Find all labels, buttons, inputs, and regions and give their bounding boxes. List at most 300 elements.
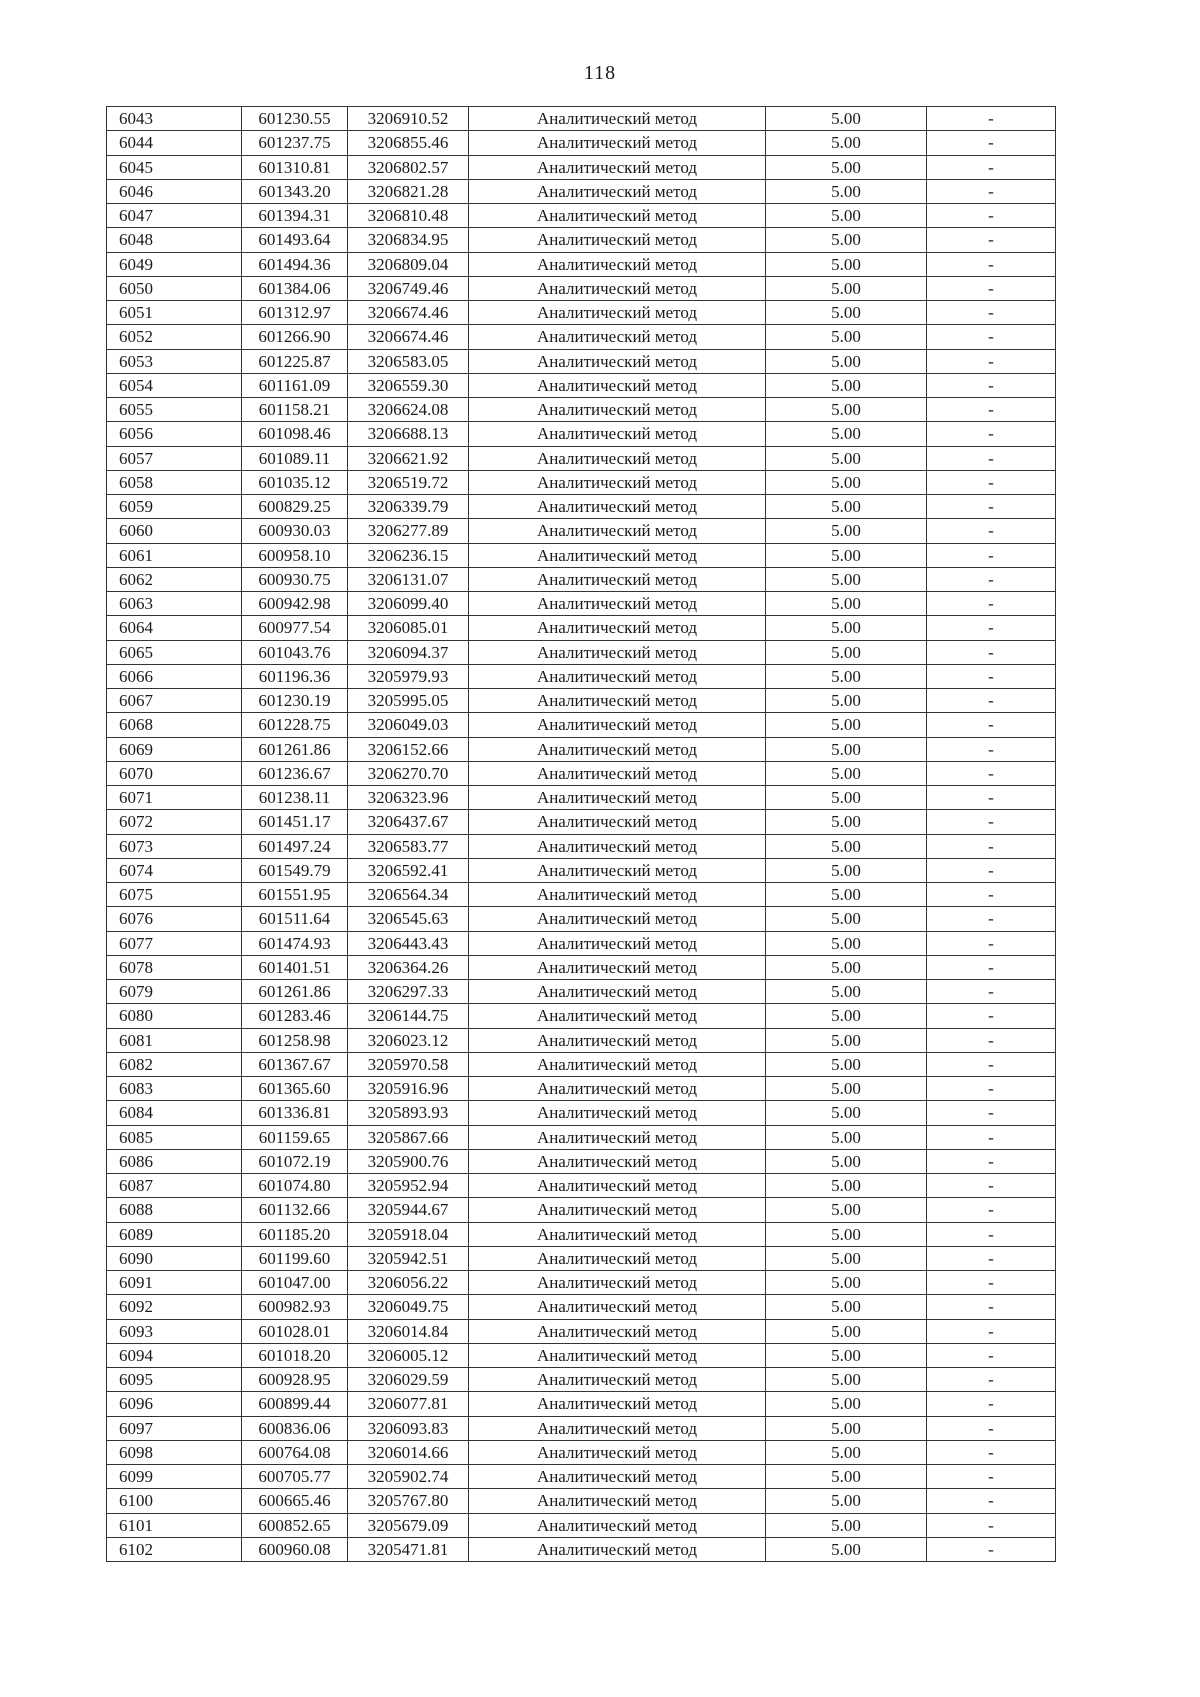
note-cell: - xyxy=(927,276,1056,300)
note-cell: - xyxy=(927,252,1056,276)
note-cell: - xyxy=(927,470,1056,494)
note-cell: - xyxy=(927,567,1056,591)
method-cell: Аналитический метод xyxy=(469,810,766,834)
x-coordinate-cell: 601266.90 xyxy=(242,325,348,349)
x-coordinate-cell: 600930.03 xyxy=(242,519,348,543)
table-row xyxy=(107,955,1056,979)
point-id-cell: 6075 xyxy=(107,883,242,907)
page-number: 118 xyxy=(583,62,617,84)
accuracy-cell: 5.00 xyxy=(766,301,927,325)
note-cell: - xyxy=(927,834,1056,858)
y-coordinate-cell: 3206834.95 xyxy=(348,228,469,252)
point-id-cell: 6085 xyxy=(107,1125,242,1149)
note-cell: - xyxy=(927,519,1056,543)
y-coordinate-cell: 3206005.12 xyxy=(348,1343,469,1367)
accuracy-cell: 5.00 xyxy=(766,980,927,1004)
x-coordinate-cell: 601238.11 xyxy=(242,786,348,810)
accuracy-cell: 5.00 xyxy=(766,1028,927,1052)
x-coordinate-cell: 601225.87 xyxy=(242,349,348,373)
accuracy-cell: 5.00 xyxy=(766,907,927,931)
method-cell: Аналитический метод xyxy=(469,1101,766,1125)
accuracy-cell: 5.00 xyxy=(766,373,927,397)
y-coordinate-cell: 3206809.04 xyxy=(348,252,469,276)
note-cell: - xyxy=(927,1295,1056,1319)
accuracy-cell: 5.00 xyxy=(766,931,927,955)
y-coordinate-cell: 3206099.40 xyxy=(348,592,469,616)
method-cell: Аналитический метод xyxy=(469,1222,766,1246)
y-coordinate-cell: 3205767.80 xyxy=(348,1489,469,1513)
point-id-cell: 6098 xyxy=(107,1440,242,1464)
point-id-cell: 6071 xyxy=(107,786,242,810)
accuracy-cell: 5.00 xyxy=(766,1513,927,1537)
note-cell: - xyxy=(927,1222,1056,1246)
table-row xyxy=(107,1198,1056,1222)
y-coordinate-cell: 3206583.05 xyxy=(348,349,469,373)
note-cell: - xyxy=(927,349,1056,373)
x-coordinate-cell: 601258.98 xyxy=(242,1028,348,1052)
table-row xyxy=(107,883,1056,907)
y-coordinate-cell: 3206810.48 xyxy=(348,204,469,228)
note-cell: - xyxy=(927,810,1056,834)
y-coordinate-cell: 3205471.81 xyxy=(348,1537,469,1561)
note-cell: - xyxy=(927,980,1056,1004)
y-coordinate-cell: 3205893.93 xyxy=(348,1101,469,1125)
x-coordinate-cell: 601493.64 xyxy=(242,228,348,252)
point-id-cell: 6052 xyxy=(107,325,242,349)
point-id-cell: 6045 xyxy=(107,155,242,179)
method-cell: Аналитический метод xyxy=(469,1392,766,1416)
method-cell: Аналитический метод xyxy=(469,1416,766,1440)
table-row xyxy=(107,252,1056,276)
x-coordinate-cell: 600958.10 xyxy=(242,543,348,567)
point-id-cell: 6083 xyxy=(107,1077,242,1101)
point-id-cell: 6056 xyxy=(107,422,242,446)
method-cell: Аналитический метод xyxy=(469,398,766,422)
y-coordinate-cell: 3206519.72 xyxy=(348,470,469,494)
accuracy-cell: 5.00 xyxy=(766,543,927,567)
table-row xyxy=(107,1077,1056,1101)
table-row xyxy=(107,1392,1056,1416)
table-row xyxy=(107,1222,1056,1246)
note-cell: - xyxy=(927,1004,1056,1028)
y-coordinate-cell: 3205970.58 xyxy=(348,1052,469,1076)
note-cell: - xyxy=(927,1077,1056,1101)
note-cell: - xyxy=(927,228,1056,252)
accuracy-cell: 5.00 xyxy=(766,107,927,131)
x-coordinate-cell: 601261.86 xyxy=(242,980,348,1004)
point-id-cell: 6081 xyxy=(107,1028,242,1052)
accuracy-cell: 5.00 xyxy=(766,1198,927,1222)
point-id-cell: 6049 xyxy=(107,252,242,276)
x-coordinate-cell: 600942.98 xyxy=(242,592,348,616)
point-id-cell: 6073 xyxy=(107,834,242,858)
accuracy-cell: 5.00 xyxy=(766,858,927,882)
y-coordinate-cell: 3206085.01 xyxy=(348,616,469,640)
method-cell: Аналитический метод xyxy=(469,858,766,882)
note-cell: - xyxy=(927,883,1056,907)
accuracy-cell: 5.00 xyxy=(766,155,927,179)
x-coordinate-cell: 601474.93 xyxy=(242,931,348,955)
x-coordinate-cell: 601047.00 xyxy=(242,1271,348,1295)
x-coordinate-cell: 601394.31 xyxy=(242,204,348,228)
note-cell: - xyxy=(927,689,1056,713)
note-cell: - xyxy=(927,495,1056,519)
x-coordinate-cell: 600665.46 xyxy=(242,1489,348,1513)
x-coordinate-cell: 601043.76 xyxy=(242,640,348,664)
point-id-cell: 6087 xyxy=(107,1174,242,1198)
table-row xyxy=(107,858,1056,882)
y-coordinate-cell: 3205995.05 xyxy=(348,689,469,713)
point-id-cell: 6044 xyxy=(107,131,242,155)
accuracy-cell: 5.00 xyxy=(766,1222,927,1246)
method-cell: Аналитический метод xyxy=(469,1537,766,1561)
accuracy-cell: 5.00 xyxy=(766,1077,927,1101)
x-coordinate-cell: 601236.67 xyxy=(242,761,348,785)
note-cell: - xyxy=(927,664,1056,688)
point-id-cell: 6076 xyxy=(107,907,242,931)
point-id-cell: 6077 xyxy=(107,931,242,955)
table-row xyxy=(107,470,1056,494)
accuracy-cell: 5.00 xyxy=(766,664,927,688)
method-cell: Аналитический метод xyxy=(469,1246,766,1270)
note-cell: - xyxy=(927,398,1056,422)
accuracy-cell: 5.00 xyxy=(766,1271,927,1295)
y-coordinate-cell: 3205902.74 xyxy=(348,1465,469,1489)
y-coordinate-cell: 3206014.84 xyxy=(348,1319,469,1343)
note-cell: - xyxy=(927,1198,1056,1222)
accuracy-cell: 5.00 xyxy=(766,737,927,761)
method-cell: Аналитический метод xyxy=(469,1174,766,1198)
point-id-cell: 6070 xyxy=(107,761,242,785)
note-cell: - xyxy=(927,1125,1056,1149)
point-id-cell: 6050 xyxy=(107,276,242,300)
accuracy-cell: 5.00 xyxy=(766,786,927,810)
y-coordinate-cell: 3205944.67 xyxy=(348,1198,469,1222)
y-coordinate-cell: 3206802.57 xyxy=(348,155,469,179)
note-cell: - xyxy=(927,1271,1056,1295)
point-id-cell: 6080 xyxy=(107,1004,242,1028)
x-coordinate-cell: 601497.24 xyxy=(242,834,348,858)
x-coordinate-cell: 601196.36 xyxy=(242,664,348,688)
y-coordinate-cell: 3205900.76 xyxy=(348,1149,469,1173)
method-cell: Аналитический метод xyxy=(469,519,766,543)
point-id-cell: 6074 xyxy=(107,858,242,882)
y-coordinate-cell: 3206674.46 xyxy=(348,301,469,325)
table-row xyxy=(107,1489,1056,1513)
method-cell: Аналитический метод xyxy=(469,155,766,179)
table-row xyxy=(107,980,1056,1004)
accuracy-cell: 5.00 xyxy=(766,834,927,858)
table-row xyxy=(107,1271,1056,1295)
table-row xyxy=(107,349,1056,373)
accuracy-cell: 5.00 xyxy=(766,1149,927,1173)
x-coordinate-cell: 600764.08 xyxy=(242,1440,348,1464)
point-id-cell: 6086 xyxy=(107,1149,242,1173)
note-cell: - xyxy=(927,1101,1056,1125)
point-id-cell: 6066 xyxy=(107,664,242,688)
table-row xyxy=(107,1174,1056,1198)
table-row xyxy=(107,131,1056,155)
table-row xyxy=(107,907,1056,931)
method-cell: Аналитический метод xyxy=(469,980,766,1004)
accuracy-cell: 5.00 xyxy=(766,1125,927,1149)
accuracy-cell: 5.00 xyxy=(766,1440,927,1464)
y-coordinate-cell: 3206056.22 xyxy=(348,1271,469,1295)
point-id-cell: 6102 xyxy=(107,1537,242,1561)
point-id-cell: 6062 xyxy=(107,567,242,591)
y-coordinate-cell: 3206674.46 xyxy=(348,325,469,349)
method-cell: Аналитический метод xyxy=(469,228,766,252)
point-id-cell: 6054 xyxy=(107,373,242,397)
x-coordinate-cell: 601384.06 xyxy=(242,276,348,300)
point-id-cell: 6095 xyxy=(107,1368,242,1392)
accuracy-cell: 5.00 xyxy=(766,810,927,834)
method-cell: Аналитический метод xyxy=(469,446,766,470)
y-coordinate-cell: 3206023.12 xyxy=(348,1028,469,1052)
note-cell: - xyxy=(927,131,1056,155)
x-coordinate-cell: 601343.20 xyxy=(242,179,348,203)
y-coordinate-cell: 3206277.89 xyxy=(348,519,469,543)
y-coordinate-cell: 3205979.93 xyxy=(348,664,469,688)
x-coordinate-cell: 601158.21 xyxy=(242,398,348,422)
coordinates-table xyxy=(106,106,1056,1562)
x-coordinate-cell: 600928.95 xyxy=(242,1368,348,1392)
x-coordinate-cell: 601159.65 xyxy=(242,1125,348,1149)
note-cell: - xyxy=(927,155,1056,179)
method-cell: Аналитический метод xyxy=(469,1368,766,1392)
table-row xyxy=(107,1537,1056,1561)
y-coordinate-cell: 3206583.77 xyxy=(348,834,469,858)
note-cell: - xyxy=(927,1174,1056,1198)
method-cell: Аналитический метод xyxy=(469,373,766,397)
method-cell: Аналитический метод xyxy=(469,786,766,810)
method-cell: Аналитический метод xyxy=(469,543,766,567)
x-coordinate-cell: 601228.75 xyxy=(242,713,348,737)
table-row xyxy=(107,567,1056,591)
accuracy-cell: 5.00 xyxy=(766,446,927,470)
x-coordinate-cell: 600899.44 xyxy=(242,1392,348,1416)
point-id-cell: 6057 xyxy=(107,446,242,470)
table-row xyxy=(107,422,1056,446)
table-row xyxy=(107,761,1056,785)
y-coordinate-cell: 3206029.59 xyxy=(348,1368,469,1392)
y-coordinate-cell: 3206297.33 xyxy=(348,980,469,1004)
y-coordinate-cell: 3206688.13 xyxy=(348,422,469,446)
point-id-cell: 6093 xyxy=(107,1319,242,1343)
y-coordinate-cell: 3205952.94 xyxy=(348,1174,469,1198)
accuracy-cell: 5.00 xyxy=(766,592,927,616)
x-coordinate-cell: 601283.46 xyxy=(242,1004,348,1028)
method-cell: Аналитический метод xyxy=(469,1052,766,1076)
table-row xyxy=(107,301,1056,325)
table-row xyxy=(107,737,1056,761)
point-id-cell: 6051 xyxy=(107,301,242,325)
method-cell: Аналитический метод xyxy=(469,592,766,616)
note-cell: - xyxy=(927,931,1056,955)
method-cell: Аналитический метод xyxy=(469,276,766,300)
point-id-cell: 6097 xyxy=(107,1416,242,1440)
x-coordinate-cell: 601132.66 xyxy=(242,1198,348,1222)
method-cell: Аналитический метод xyxy=(469,470,766,494)
y-coordinate-cell: 3206437.67 xyxy=(348,810,469,834)
method-cell: Аналитический метод xyxy=(469,689,766,713)
table-row xyxy=(107,1295,1056,1319)
note-cell: - xyxy=(927,1368,1056,1392)
y-coordinate-cell: 3206749.46 xyxy=(348,276,469,300)
point-id-cell: 6092 xyxy=(107,1295,242,1319)
point-id-cell: 6046 xyxy=(107,179,242,203)
table-row xyxy=(107,713,1056,737)
accuracy-cell: 5.00 xyxy=(766,470,927,494)
table-row xyxy=(107,931,1056,955)
method-cell: Аналитический метод xyxy=(469,1319,766,1343)
method-cell: Аналитический метод xyxy=(469,107,766,131)
table-row xyxy=(107,325,1056,349)
table-row xyxy=(107,1101,1056,1125)
accuracy-cell: 5.00 xyxy=(766,398,927,422)
accuracy-cell: 5.00 xyxy=(766,422,927,446)
x-coordinate-cell: 601494.36 xyxy=(242,252,348,276)
accuracy-cell: 5.00 xyxy=(766,1101,927,1125)
method-cell: Аналитический метод xyxy=(469,883,766,907)
method-cell: Аналитический метод xyxy=(469,349,766,373)
accuracy-cell: 5.00 xyxy=(766,1489,927,1513)
accuracy-cell: 5.00 xyxy=(766,1174,927,1198)
accuracy-cell: 5.00 xyxy=(766,519,927,543)
table-row xyxy=(107,1246,1056,1270)
accuracy-cell: 5.00 xyxy=(766,204,927,228)
point-id-cell: 6072 xyxy=(107,810,242,834)
method-cell: Аналитический метод xyxy=(469,252,766,276)
method-cell: Аналитический метод xyxy=(469,907,766,931)
note-cell: - xyxy=(927,640,1056,664)
x-coordinate-cell: 601549.79 xyxy=(242,858,348,882)
x-coordinate-cell: 601401.51 xyxy=(242,955,348,979)
note-cell: - xyxy=(927,179,1056,203)
accuracy-cell: 5.00 xyxy=(766,1004,927,1028)
point-id-cell: 6064 xyxy=(107,616,242,640)
note-cell: - xyxy=(927,204,1056,228)
method-cell: Аналитический метод xyxy=(469,422,766,446)
table-row xyxy=(107,373,1056,397)
y-coordinate-cell: 3206624.08 xyxy=(348,398,469,422)
x-coordinate-cell: 601312.97 xyxy=(242,301,348,325)
note-cell: - xyxy=(927,1489,1056,1513)
method-cell: Аналитический метод xyxy=(469,1004,766,1028)
point-id-cell: 6058 xyxy=(107,470,242,494)
method-cell: Аналитический метод xyxy=(469,834,766,858)
table-row xyxy=(107,495,1056,519)
y-coordinate-cell: 3206564.34 xyxy=(348,883,469,907)
accuracy-cell: 5.00 xyxy=(766,1343,927,1367)
accuracy-cell: 5.00 xyxy=(766,1052,927,1076)
x-coordinate-cell: 601035.12 xyxy=(242,470,348,494)
point-id-cell: 6090 xyxy=(107,1246,242,1270)
accuracy-cell: 5.00 xyxy=(766,640,927,664)
point-id-cell: 6060 xyxy=(107,519,242,543)
method-cell: Аналитический метод xyxy=(469,761,766,785)
note-cell: - xyxy=(927,543,1056,567)
accuracy-cell: 5.00 xyxy=(766,1368,927,1392)
x-coordinate-cell: 601185.20 xyxy=(242,1222,348,1246)
y-coordinate-cell: 3205679.09 xyxy=(348,1513,469,1537)
note-cell: - xyxy=(927,1465,1056,1489)
table-row xyxy=(107,1149,1056,1173)
x-coordinate-cell: 601511.64 xyxy=(242,907,348,931)
x-coordinate-cell: 601551.95 xyxy=(242,883,348,907)
method-cell: Аналитический метод xyxy=(469,616,766,640)
point-id-cell: 6067 xyxy=(107,689,242,713)
accuracy-cell: 5.00 xyxy=(766,761,927,785)
table-row xyxy=(107,543,1056,567)
table-row xyxy=(107,1004,1056,1028)
table-row xyxy=(107,810,1056,834)
point-id-cell: 6043 xyxy=(107,107,242,131)
x-coordinate-cell: 601336.81 xyxy=(242,1101,348,1125)
method-cell: Аналитический метод xyxy=(469,325,766,349)
table-row xyxy=(107,228,1056,252)
accuracy-cell: 5.00 xyxy=(766,567,927,591)
table-row xyxy=(107,664,1056,688)
note-cell: - xyxy=(927,1416,1056,1440)
table-row xyxy=(107,616,1056,640)
x-coordinate-cell: 601199.60 xyxy=(242,1246,348,1270)
y-coordinate-cell: 3206077.81 xyxy=(348,1392,469,1416)
note-cell: - xyxy=(927,373,1056,397)
method-cell: Аналитический метод xyxy=(469,1440,766,1464)
accuracy-cell: 5.00 xyxy=(766,1319,927,1343)
y-coordinate-cell: 3206014.66 xyxy=(348,1440,469,1464)
method-cell: Аналитический метод xyxy=(469,640,766,664)
point-id-cell: 6088 xyxy=(107,1198,242,1222)
y-coordinate-cell: 3206559.30 xyxy=(348,373,469,397)
method-cell: Аналитический метод xyxy=(469,1295,766,1319)
point-id-cell: 6079 xyxy=(107,980,242,1004)
x-coordinate-cell: 601365.60 xyxy=(242,1077,348,1101)
point-id-cell: 6084 xyxy=(107,1101,242,1125)
accuracy-cell: 5.00 xyxy=(766,252,927,276)
accuracy-cell: 5.00 xyxy=(766,349,927,373)
table-row xyxy=(107,398,1056,422)
table-row xyxy=(107,834,1056,858)
x-coordinate-cell: 601018.20 xyxy=(242,1343,348,1367)
method-cell: Аналитический метод xyxy=(469,1125,766,1149)
x-coordinate-cell: 600852.65 xyxy=(242,1513,348,1537)
y-coordinate-cell: 3206443.43 xyxy=(348,931,469,955)
point-id-cell: 6096 xyxy=(107,1392,242,1416)
x-coordinate-cell: 601237.75 xyxy=(242,131,348,155)
accuracy-cell: 5.00 xyxy=(766,1465,927,1489)
y-coordinate-cell: 3206094.37 xyxy=(348,640,469,664)
point-id-cell: 6065 xyxy=(107,640,242,664)
method-cell: Аналитический метод xyxy=(469,931,766,955)
note-cell: - xyxy=(927,422,1056,446)
y-coordinate-cell: 3206910.52 xyxy=(348,107,469,131)
method-cell: Аналитический метод xyxy=(469,1271,766,1295)
point-id-cell: 6048 xyxy=(107,228,242,252)
table-row xyxy=(107,1513,1056,1537)
table-row xyxy=(107,1125,1056,1149)
method-cell: Аналитический метод xyxy=(469,1149,766,1173)
accuracy-cell: 5.00 xyxy=(766,179,927,203)
note-cell: - xyxy=(927,301,1056,325)
point-id-cell: 6055 xyxy=(107,398,242,422)
accuracy-cell: 5.00 xyxy=(766,955,927,979)
accuracy-cell: 5.00 xyxy=(766,1246,927,1270)
note-cell: - xyxy=(927,1343,1056,1367)
note-cell: - xyxy=(927,907,1056,931)
method-cell: Аналитический метод xyxy=(469,131,766,155)
